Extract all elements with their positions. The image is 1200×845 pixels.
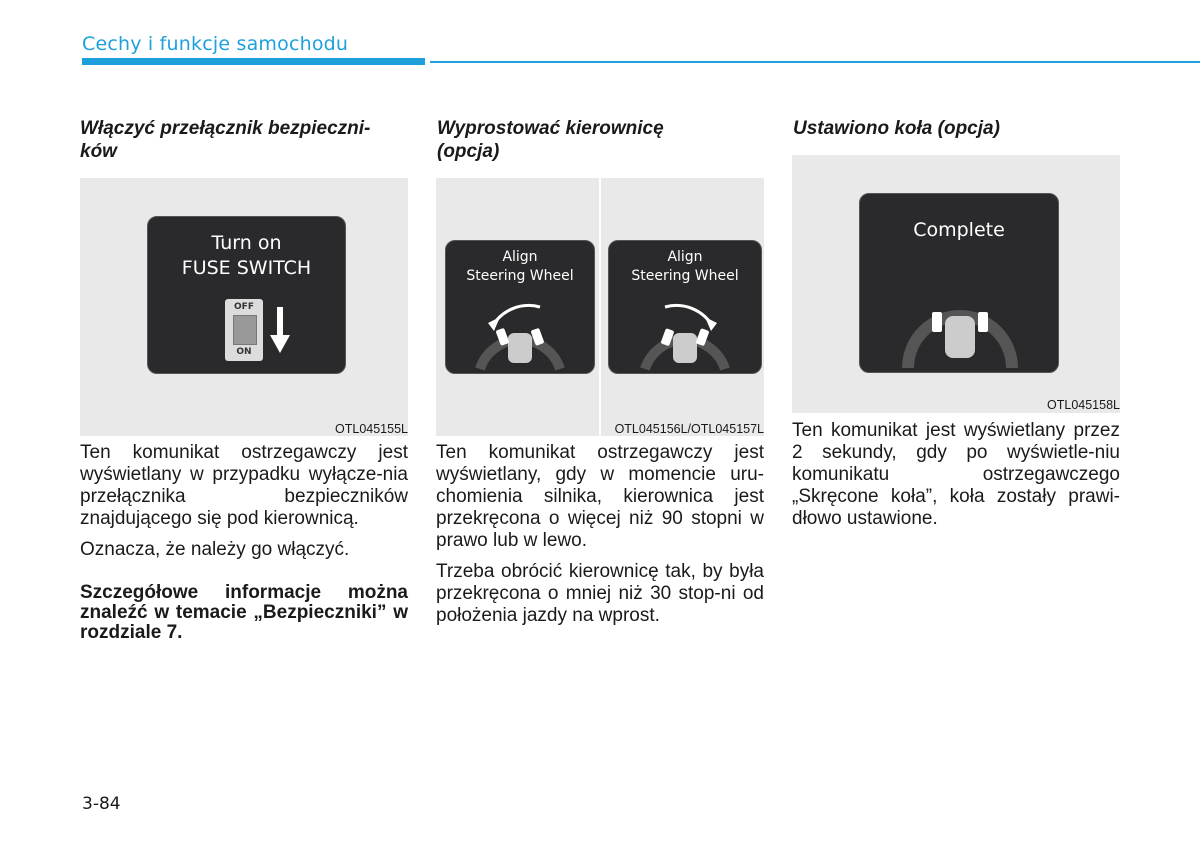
fuse-switch-screen — [147, 216, 346, 374]
col1-body — [80, 442, 408, 652]
steering-left-icon — [470, 293, 570, 371]
fuse-switch-figure — [80, 178, 408, 436]
col1-paragraph: Ten komunikat ostrzegawczy jest wyświetlany w przypadku wyłącze-nia przełącznika bezpieczników znajdującego się pod kierownicą. — [80, 442, 408, 529]
col3-body — [792, 420, 1120, 539]
arrow-down-icon — [270, 307, 290, 355]
col2-paragraph: Trzeba obrócić kierownicę tak, by była przekręcona o mniej niż 30 stop-ni od położenia jazdy na wprost. — [436, 561, 764, 626]
switch-on-label: ON — [236, 347, 252, 357]
screen-line1: Turn on — [211, 232, 282, 254]
column-fuse-switch — [80, 117, 410, 163]
col2-heading: Wyprostować kierownicę (opcja) — [437, 118, 664, 162]
header-bar-thin — [430, 61, 1200, 63]
align-steering-screen-left — [445, 240, 595, 374]
car-wheels-icon — [900, 278, 1020, 370]
figure-divider — [599, 178, 601, 436]
col1-paragraph: Oznacza, że należy go włączyć. — [80, 539, 350, 560]
col1-heading: Włączyć przełącznik bezpieczni- ków — [80, 118, 371, 162]
figure-code-1: OTL045155L — [335, 422, 408, 436]
screen-left-line1: Align — [502, 249, 538, 265]
column-wheels-aligned — [793, 117, 1123, 140]
switch-off-label: OFF — [234, 302, 254, 312]
page-number: 3-84 — [82, 794, 121, 814]
align-steering-screen-right — [608, 240, 762, 374]
column-align-steering — [437, 117, 767, 163]
col3-heading: Ustawiono koła (opcja) — [793, 118, 1000, 139]
wheels-aligned-figure — [792, 155, 1120, 413]
screen-left-line2: Steering Wheel — [466, 268, 574, 284]
section-title: Cechy i funkcje samochodu — [82, 33, 349, 55]
complete-screen — [859, 193, 1059, 373]
figure-code-3: OTL045158L — [1047, 398, 1120, 412]
figure-code-2: OTL045156L/OTL045157L — [614, 422, 764, 436]
screen-right-line2: Steering Wheel — [631, 268, 739, 284]
col2-paragraph: Ten komunikat ostrzegawczy jest wyświetlany, gdy w momencie uru-chomienia silnika, kierownica jest przekręcona o więcej niż 90 stopni w prawo lub w lewo. — [436, 442, 764, 551]
header-bar-thick — [82, 58, 425, 65]
col1-note: Szczegółowe informacje można znaleźć w temacie „Bezpieczniki” w rozdziale 7. — [80, 582, 408, 643]
screen-right-line1: Align — [667, 249, 703, 265]
screen-complete-text: Complete — [913, 219, 1005, 241]
col3-paragraph: Ten komunikat jest wyświetlany przez 2 sekundy, gdy po wyświetle-niu komunikatu ostrzegawczego „Skręcone koła”, koła zostały prawi-dłowo ustawione. — [792, 420, 1120, 529]
align-steering-figure — [436, 178, 764, 436]
fuse-switch-icon — [225, 299, 263, 361]
col2-body — [436, 442, 764, 636]
screen-line2: FUSE SWITCH — [181, 257, 312, 279]
steering-right-icon — [635, 293, 735, 371]
